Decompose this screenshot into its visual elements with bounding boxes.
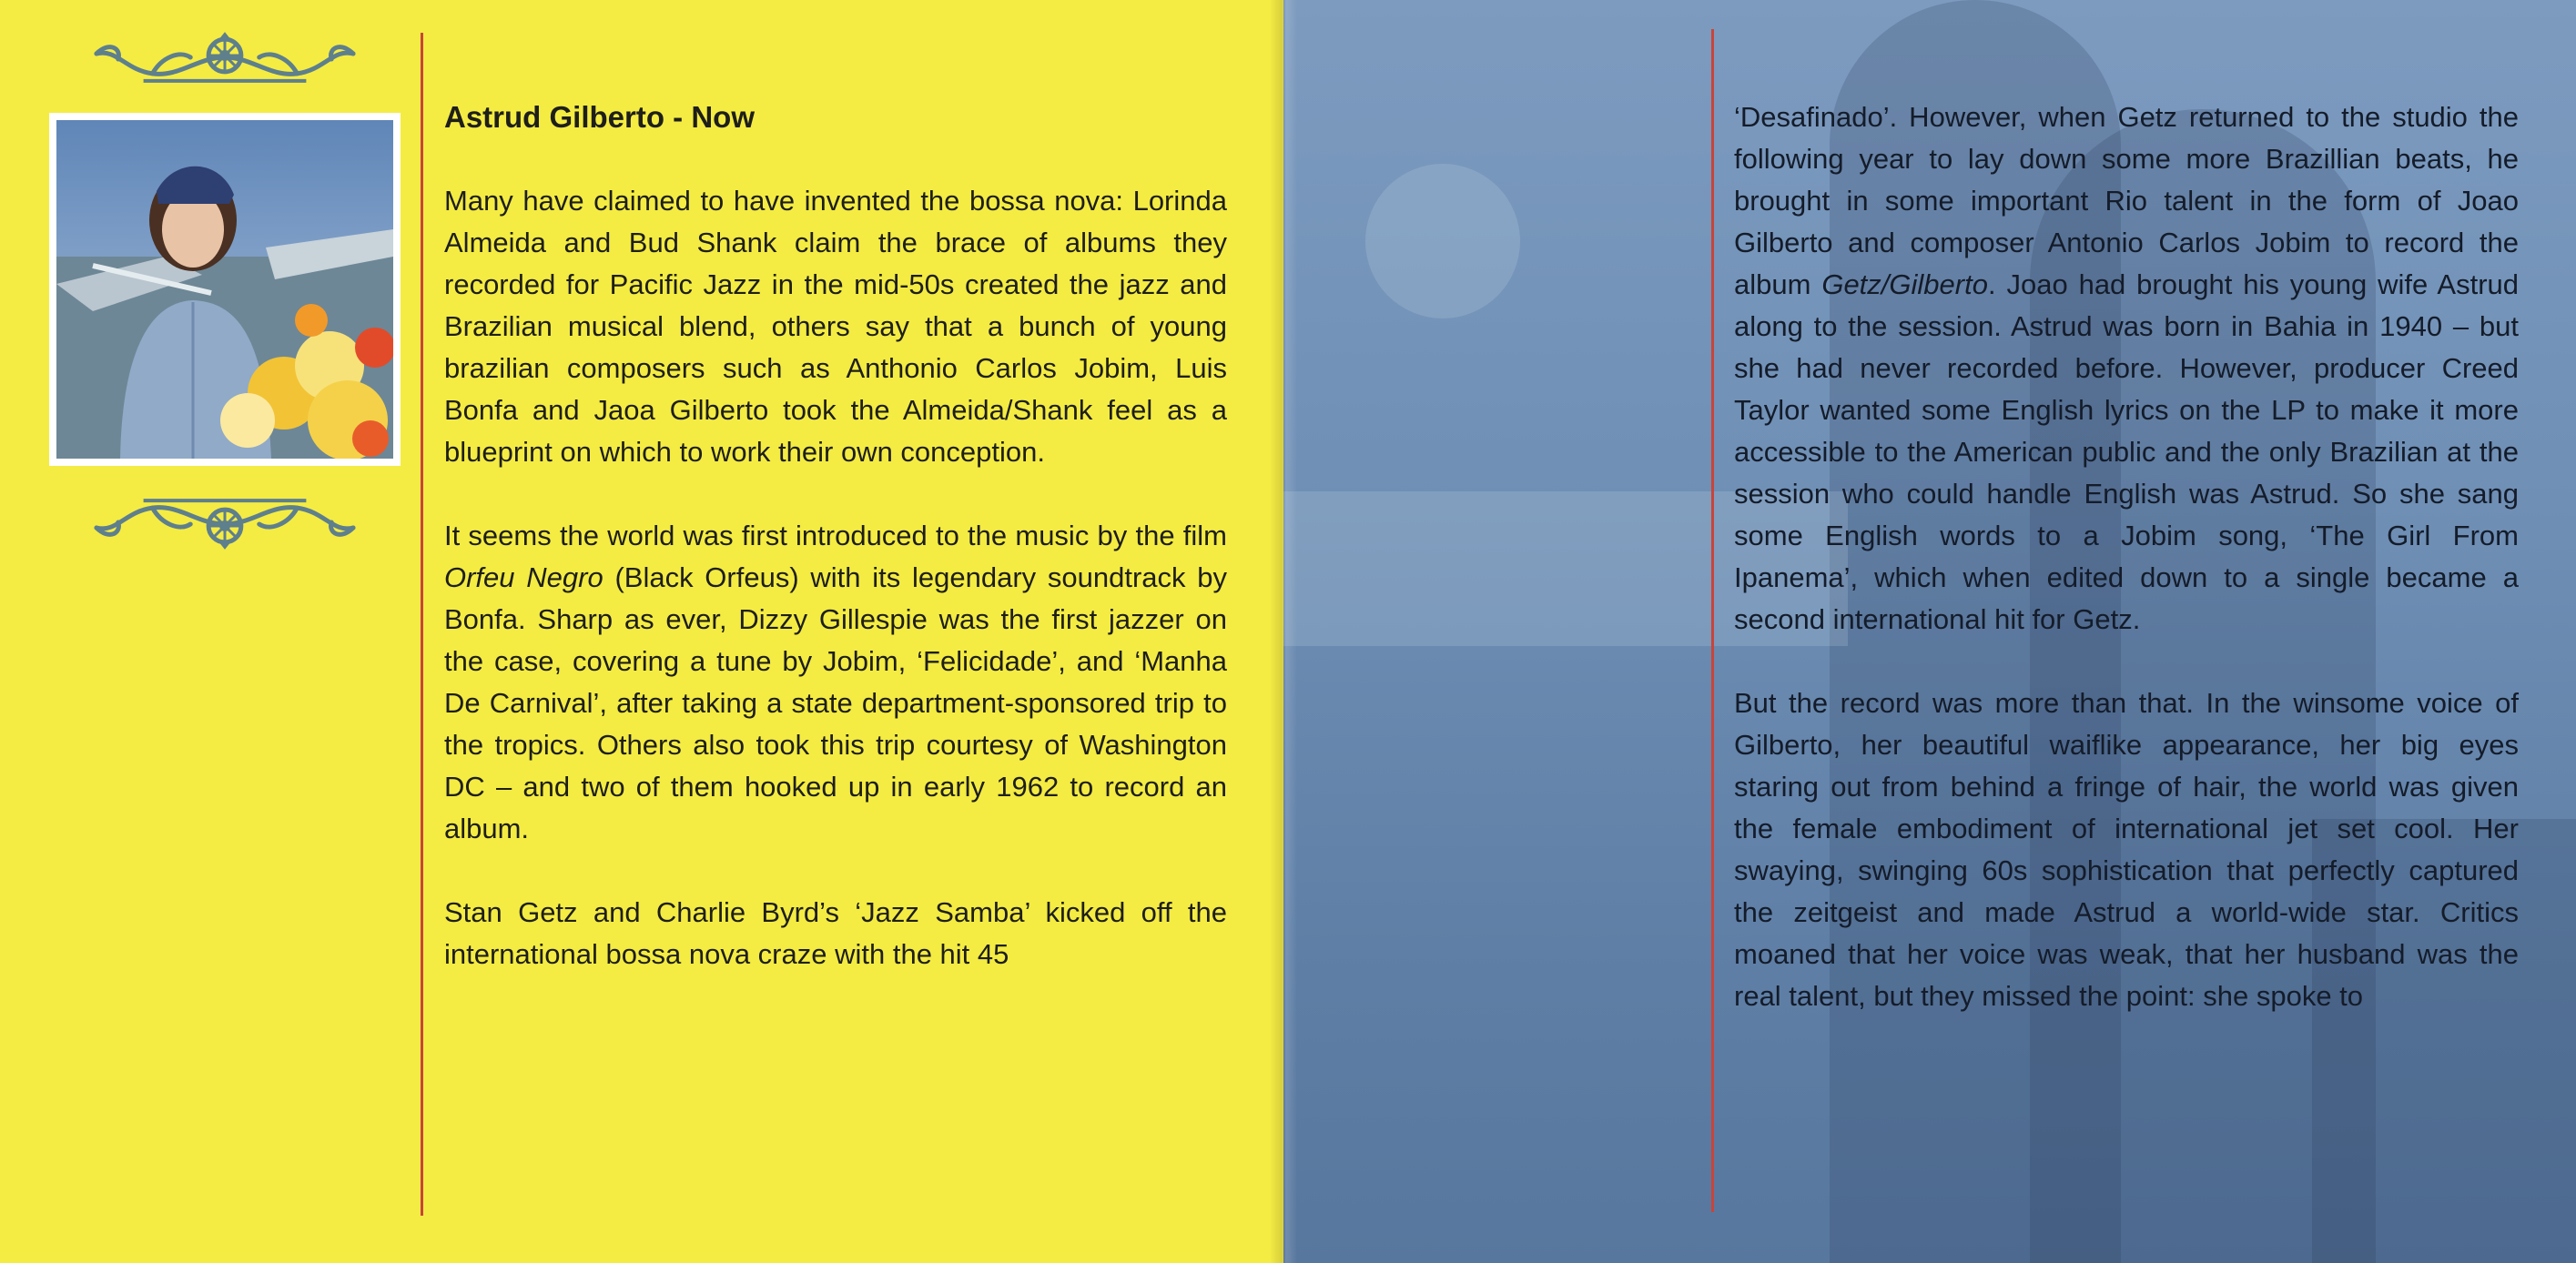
booklet-spine <box>1270 0 1297 1263</box>
paragraph: Stan Getz and Charlie Byrd’s ‘Jazz Samba’ kicked off the international bossa nova craze with the hit 45 <box>444 896 1227 970</box>
film-title: Orfeu Negro <box>444 561 603 593</box>
article-heading: Astrud Gilberto - Now <box>444 100 755 134</box>
album-title: Getz/Gilberto <box>1821 268 1988 300</box>
portrait-photo <box>49 113 401 466</box>
left-page <box>0 0 1283 1263</box>
paragraph: ‘Desafinado’. However, when Getz returned to the studio the following year to lay down some more Brazillian beats, he brought in some important Rio talent in the form of Joao Gilberto and composer Antonio Carlos Jobim to record the album Getz/Gilberto. Joao had brought his young wife Astrud along to the session. Astrud was born in Bahia in 1940 – but she had never recorded before. However, producer Creed Taylor wanted some English lyrics on the LP to make it more accessible to the American public and the only Brazilian at the session who could handle English was Astrud. So she sang some English words to a Jobim song, ‘The Girl From Ipanema’, which when edited down to a single became a second international hit for Getz. <box>1734 101 2519 635</box>
paragraph: But the record was more than that. In the winsome voice of Gilberto, her beautiful waiflike appearance, her big eyes staring out from behind a fringe of hair, the world was given the female embodiment of international jet set cool. Her swaying, swinging 60s sophistication that perfectly captured the zeitgeist and made Astrud a world-wide star. Critics moaned that her voice was weak, that her husband was the real talent, but they missed the point: she spoke to <box>1734 687 2519 1012</box>
vertical-rule <box>1711 29 1714 1212</box>
paragraph: Many have claimed to have invented the bossa nova: Lorinda Almeida and Bud Shank claim the brace of albums they recorded for Pacific Jazz in the mid-50s created the jazz and Brazilian musical blend, others say that a bunch of young brazilian composers such as Anthonio Carlos Jobim, Luis Bonfa and Jaoa Gilberto took the Almeida/Shank feel as a blueprint on which to work their own conception. <box>444 185 1227 468</box>
left-text-column <box>444 96 1227 975</box>
paragraph: It seems the world was first introduced to the music by the film Orfeu Negro (Black Orfeus) with its legendary soundtrack by Bonfa. Sharp as ever, Dizzy Gillespie was the first jazzer on the case, covering a tune by Jobim, ‘Felicidade’, and ‘Manha De Carnival’, after taking a state department-sponsored trip to the tropics. Others also took this trip courtesy of Washington DC – and two of them hooked up in early 1962 to record an album. <box>444 520 1227 844</box>
right-text-column <box>1734 96 2519 1017</box>
background-lamp <box>1365 164 1520 318</box>
scroll-ornament-icon <box>89 29 360 86</box>
scroll-ornament-icon <box>89 496 360 552</box>
vertical-rule <box>421 33 423 1216</box>
